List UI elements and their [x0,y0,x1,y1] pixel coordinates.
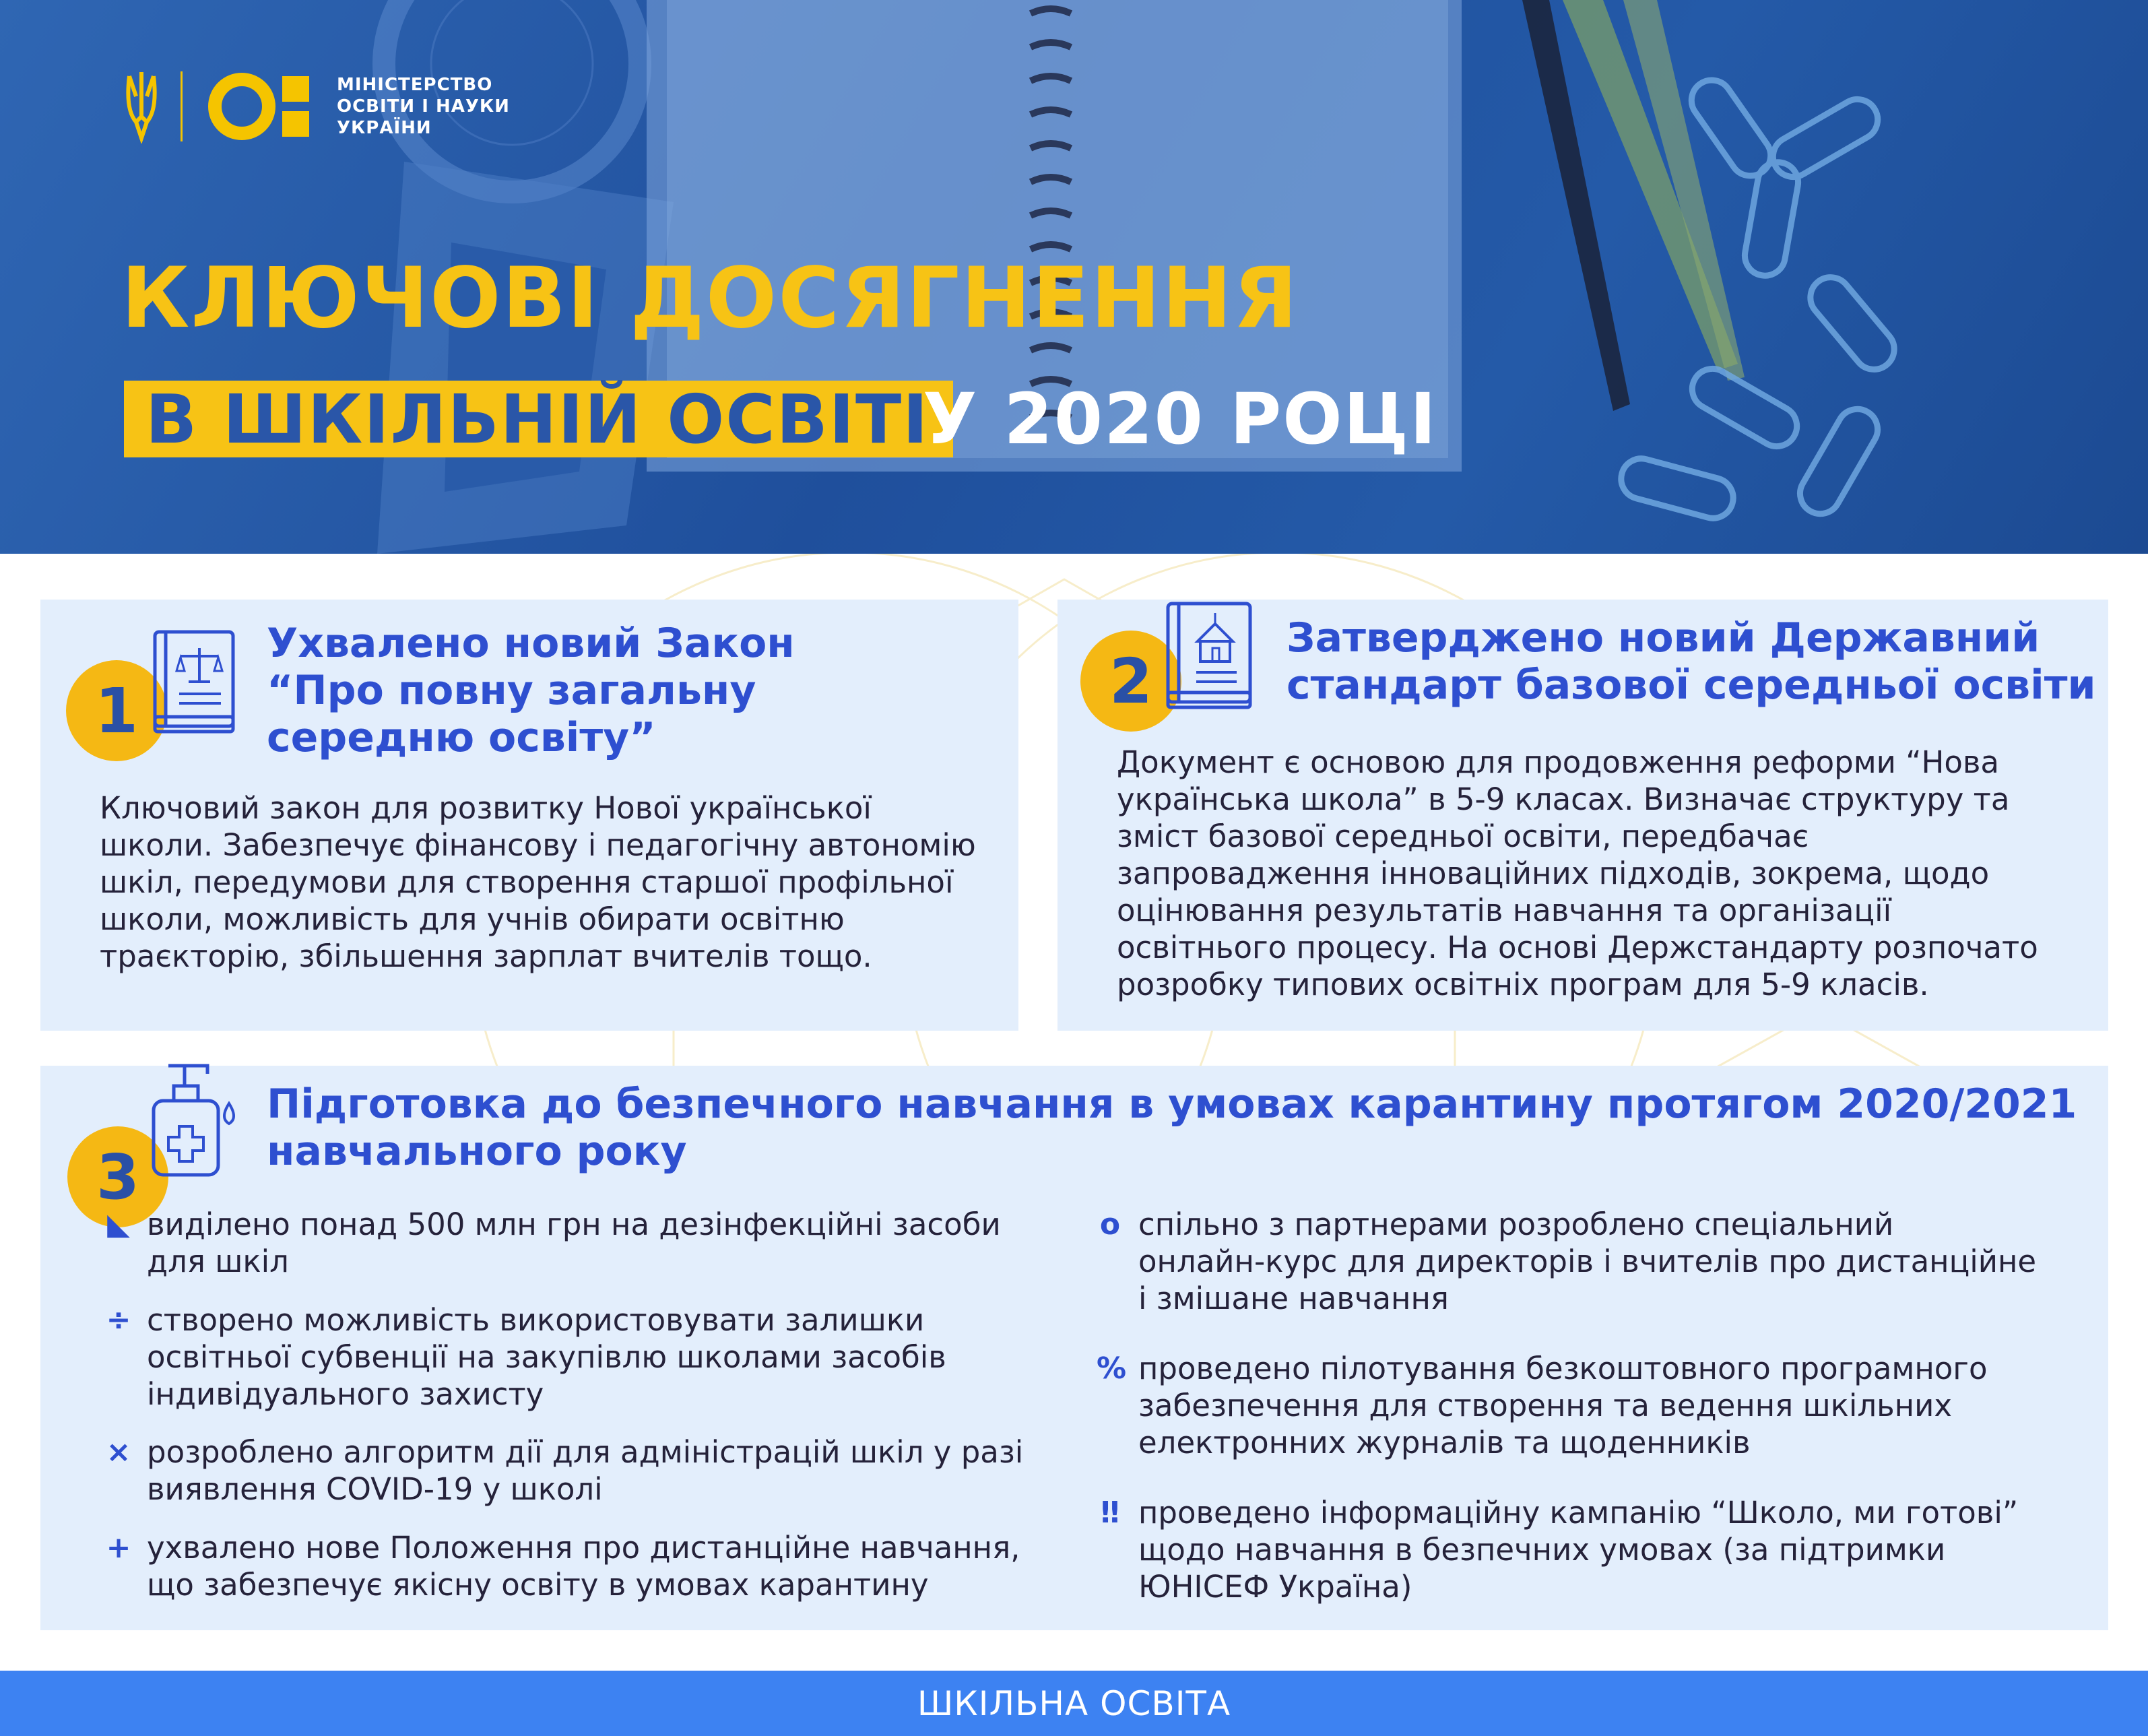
bullet-list-left [105,1206,1088,1610]
list-item-line: забезпечення для створення та ведення шкільних [1138,1388,1952,1423]
card-description-line: Ключовий закон для розвитку Нової української [100,790,872,826]
list-item-line: проведено пілотування безкоштовного програмного [1138,1351,1988,1386]
trident-icon [123,69,160,143]
card-title-line: середню освіту” [267,714,656,761]
card-title [1287,614,2096,709]
ministry-name [337,74,510,139]
card-description [100,790,976,975]
ministry-mark-icon [207,69,325,143]
card-number-badge: 3 [67,1126,168,1227]
list-item-line: щодо навчання в безпечних умовах (за підтримки [1138,1532,1946,1568]
ministry-name-line: ОСВІТИ І НАУКИ [337,96,510,117]
card-title-line: “Про повну загальну [267,667,756,714]
list-item-line: індивідуального захисту [147,1376,544,1412]
card-description-line: оцінювання результатів навчання та організації [1117,893,1892,928]
title-highlight: В ШКІЛЬНІЙ ОСВІТІ [145,379,930,459]
hero-banner [0,0,2148,554]
list-item-line: виділено понад 500 млн грн на дезінфекційні засоби [147,1207,1001,1242]
card-description-line: школи. Забезпечує фінансову і педагогічну автономію [100,827,976,863]
card-description-line: Документ є основою для продовження реформи “Нова [1117,744,2000,780]
list-item-line: онлайн-курс для директорів і вчителів про дистанційне [1138,1244,2037,1279]
list-item-line: для шкіл [147,1244,289,1279]
list-item [105,1434,1088,1529]
list-item-line: ухвалено нове Положення про дистанційне навчання, [147,1530,1020,1566]
list-item-line: створено можливість використовувати залишки [147,1302,925,1338]
list-item-line: проведено інформаційну кампанію “Школо, ми готові” [1138,1495,2019,1531]
plus-icon: + [106,1531,131,1565]
page-title: КЛЮЧОВІ ДОСЯГНЕННЯ [121,250,1299,347]
list-item [105,1206,1088,1301]
list-item-line: спільно з партнерами розроблено спеціальний [1138,1207,1894,1242]
school-standard-book-icon [1159,600,1257,713]
list-item-line: розроблено алгоритм дії для адміністрацій шкіл у разі [147,1434,1024,1470]
circle-icon: o [1099,1207,1121,1242]
card-title-line: Підготовка до безпечного навчання в умовах карантину протягом 2020/2021 [267,1081,2077,1128]
law-book-icon [145,628,240,736]
list-item-line: електронних журналів та щоденників [1138,1425,1751,1460]
ministry-name-line: МІНІСТЕРСТВО [337,75,493,95]
title-year: У 2020 РОЦІ [923,378,1437,460]
card-title [267,620,795,761]
card-title [267,1081,2077,1175]
card-description-line: запровадження інноваційних підходів, зокрема, щодо [1117,856,1990,891]
exclamation-icon: ‼ [1101,1496,1119,1530]
achievement-card-3 [40,1066,2108,1630]
list-item-line: виявлення COVID-19 у школі [147,1471,603,1507]
footer-label: ШКІЛЬНА ОСВІТА [917,1683,1231,1723]
ministry-name-line: УКРАЇНИ [337,118,432,138]
card-description [1117,744,2038,1003]
card-description-line: українська школа” в 5-9 класах. Визначає структуру та [1117,781,2010,817]
list-item-line: що забезпечує якісну освіту в умовах карантину [147,1567,929,1603]
card-description-line: зміст базової середньої освіти, передбачає [1117,818,1809,854]
percent-icon: % [1097,1351,1127,1386]
card-title-line: Затверджено новий Державний [1287,614,2040,662]
ministry-logo [123,66,510,147]
card-description-line: шкіл, передумови для створення старшої профільної [100,864,954,900]
list-item-line: і змішане навчання [1138,1281,1449,1316]
list-item-line: освітньої субвенції на закупівлю школами засобів [147,1339,946,1375]
list-item [1097,1350,2093,1494]
list-item [105,1301,1088,1434]
logo-divider [181,71,183,141]
card-title-line: стандарт базової середньої освіти [1287,662,2096,709]
card-description-line: траєкторію, збільшення зарплат вчителів тощо. [100,938,872,974]
achievement-card-1 [40,600,1018,1031]
list-item [105,1529,1088,1610]
list-item [1097,1206,2093,1350]
card-number-badge: 2 [1080,631,1181,732]
ribbon-icon: ◣ [107,1207,130,1242]
list-item-line: ЮНІСЕФ Україна) [1138,1569,1412,1605]
list-item [1097,1494,2093,1609]
card-title-line: Ухвалено новий Закон [267,620,795,667]
achievement-card-2 [1057,600,2108,1031]
card-description-line: освітнього процесу. На основі Держстандарту розпочато [1117,930,2038,965]
divide-icon: ÷ [106,1303,131,1337]
card-number-badge: 1 [66,660,167,761]
bullet-list-right [1097,1206,2093,1609]
card-title-line: навчального року [267,1128,687,1175]
sanitizer-bottle-icon [141,1056,242,1182]
footer-bar [0,1671,2148,1736]
card-description-line: школи, можливість для учнів обирати освітню [100,901,845,937]
card-description-line: розробку типових освітніх програм для 5-9 класів. [1117,967,1929,1002]
multiply-icon: × [106,1435,131,1469]
title-highlight-box [124,381,953,457]
